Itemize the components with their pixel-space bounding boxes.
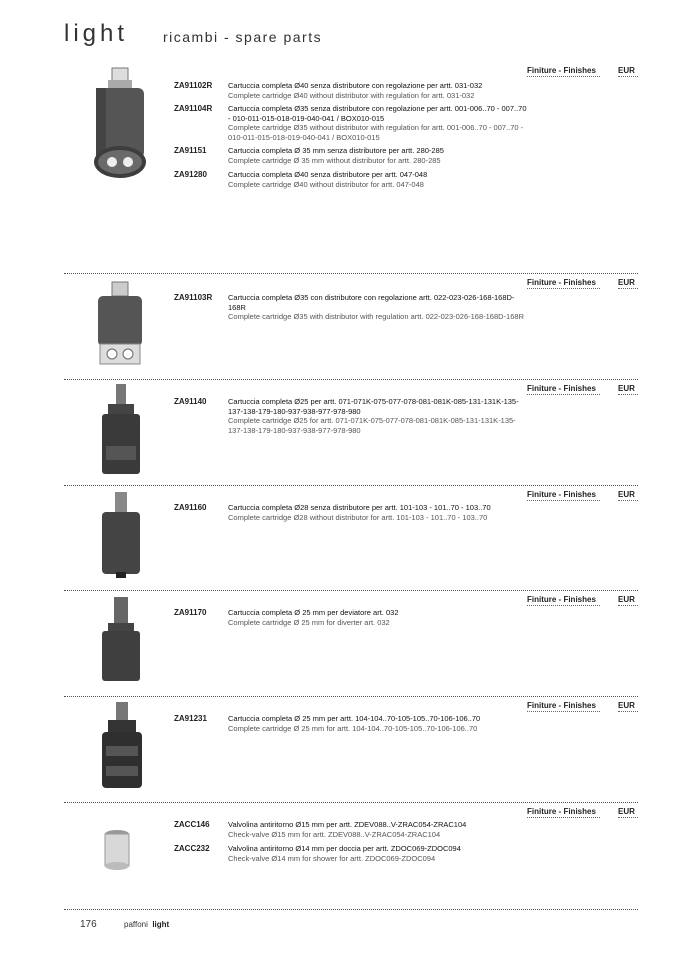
footer-divider — [64, 909, 638, 910]
column-header — [527, 701, 638, 712]
footer-brand-name: light — [152, 920, 170, 929]
currency-label: EUR — [618, 490, 638, 501]
section-divider — [64, 273, 638, 274]
description-en: Complete cartridge Ø 35 mm without distributor for artt. 280-285 — [228, 155, 441, 165]
product-code: ZACC146 — [174, 820, 210, 829]
product-code: ZA91231 — [174, 714, 207, 723]
product-code: ZA91151 — [174, 146, 207, 155]
description-en: Complete cartridge Ø25 for artt. 071-071K-075-077-078-081-081K-085-131-131K-135-137-138-179-180-937-938-977-978-980 — [228, 416, 516, 435]
finishes-label: Finiture - Finishes — [527, 595, 600, 606]
finishes-label: Finiture - Finishes — [527, 701, 600, 712]
finishes-label: Finiture - Finishes — [527, 278, 600, 289]
cartridge-28-image — [96, 492, 146, 580]
description-en: Complete cartridge Ø40 without distributor for artt. 047-048 — [228, 179, 424, 189]
description-en: Complete cartridge Ø28 without distributor for artt. 101-103 - 101..70 - 103..70 — [228, 512, 488, 522]
column-header — [527, 595, 638, 606]
description-it: Cartuccia completa Ø40 senza distributore con regolazione per artt. 031-032 — [228, 81, 483, 90]
product-code: ZA91103R — [174, 293, 213, 302]
cartridge-35-image — [92, 280, 148, 370]
description-en: Complete cartridge Ø35 without distributor with regulation for artt. 001-006..70 - 007..70 - 010-011-015-018-019-040-041 / BOX010-015 — [228, 123, 524, 142]
check-valve-image — [102, 828, 132, 872]
column-header — [527, 66, 638, 77]
description-it: Valvolina antiritorno Ø15 mm per artt. ZDEV088..V-ZRAC054-ZRAC104 — [228, 820, 467, 829]
description-en: Complete cartridge Ø 25 mm for artt. 104-104..70-105-105..70-106-106..70 — [228, 723, 478, 733]
product-code: ZACC232 — [174, 844, 210, 853]
section-divider — [64, 485, 638, 486]
description-it: Cartuccia completa Ø35 senza distributore con regolazione per artt. 001-006..70 - 007..70 - 010-011-015-018-019-040-041 / BOX010-015 — [228, 104, 527, 123]
page-subtitle: ricambi - spare parts — [163, 29, 323, 45]
product-code: ZA91104R — [174, 104, 213, 113]
currency-label: EUR — [618, 66, 638, 77]
section-divider — [64, 590, 638, 591]
section-divider — [64, 802, 638, 803]
finishes-label: Finiture - Finishes — [527, 384, 600, 395]
footer-brand — [124, 920, 169, 929]
cartridge-25-image — [96, 384, 146, 480]
diverter-cartridge-image — [96, 597, 146, 687]
footer-brand-prefix: paffoni — [124, 920, 148, 929]
section-divider — [64, 379, 638, 380]
product-code: ZA91280 — [174, 170, 207, 179]
finishes-label: Finiture - Finishes — [527, 490, 600, 501]
brand-title: light — [64, 20, 129, 47]
finishes-label: Finiture - Finishes — [527, 66, 600, 77]
description-it: Cartuccia completa Ø28 senza distributore per artt. 101-103 - 101..70 - 103..70 — [228, 503, 491, 512]
description-it: Cartuccia completa Ø35 con distributore con regolazione artt. 022-023-026-168-168D-168R — [228, 293, 515, 312]
currency-label: EUR — [618, 701, 638, 712]
description-en: Check-valve Ø14 mm for shower for artt. ZDOC069-ZDOC094 — [228, 853, 436, 863]
column-header — [527, 490, 638, 501]
description-it: Cartuccia completa Ø 25 mm per deviatore art. 032 — [228, 608, 399, 617]
section-divider — [64, 696, 638, 697]
currency-label: EUR — [618, 595, 638, 606]
product-code: ZA91102R — [174, 81, 213, 90]
description-en: Complete cartridge Ø 25 mm for diverter art. 032 — [228, 617, 390, 627]
description-it: Cartuccia completa Ø 25 mm per artt. 104-104..70-105-105..70-106-106..70 — [228, 714, 481, 723]
description-it: Cartuccia completa Ø25 per artt. 071-071K-075-077-078-081-081K-085-131-131K-135-137-138-179-180-937-938-977-978-980 — [228, 397, 519, 416]
cartridge-25-multi-image — [96, 702, 148, 792]
product-code: ZA91140 — [174, 397, 207, 406]
description-it: Cartuccia completa Ø40 senza distributore per artt. 047-048 — [228, 170, 428, 179]
description-en: Complete cartridge Ø35 with distributor with regulation artt. 022-023-026-168-168D-168R — [228, 312, 524, 321]
cartridge-40-image — [88, 66, 152, 182]
description-it: Cartuccia completa Ø 35 mm senza distributore per artt. 280-285 — [228, 146, 444, 155]
column-header — [527, 384, 638, 395]
currency-label: EUR — [618, 384, 638, 395]
page-number: 176 — [80, 919, 97, 930]
finishes-label: Finiture - Finishes — [527, 807, 600, 818]
product-code: ZA91170 — [174, 608, 207, 617]
currency-label: EUR — [618, 278, 638, 289]
column-header — [527, 278, 638, 289]
product-code: ZA91160 — [174, 503, 207, 512]
description-en: Complete cartridge Ø40 without distributor with regulation for artt. 031-032 — [228, 90, 475, 100]
column-header — [527, 807, 638, 818]
currency-label: EUR — [618, 807, 638, 818]
description-it: Valvolina antiritorno Ø14 mm per doccia per artt. ZDOC069-ZDOC094 — [228, 844, 461, 853]
description-en: Check-valve Ø15 mm for artt. ZDEV088..V-ZRAC054-ZRAC104 — [228, 829, 441, 839]
